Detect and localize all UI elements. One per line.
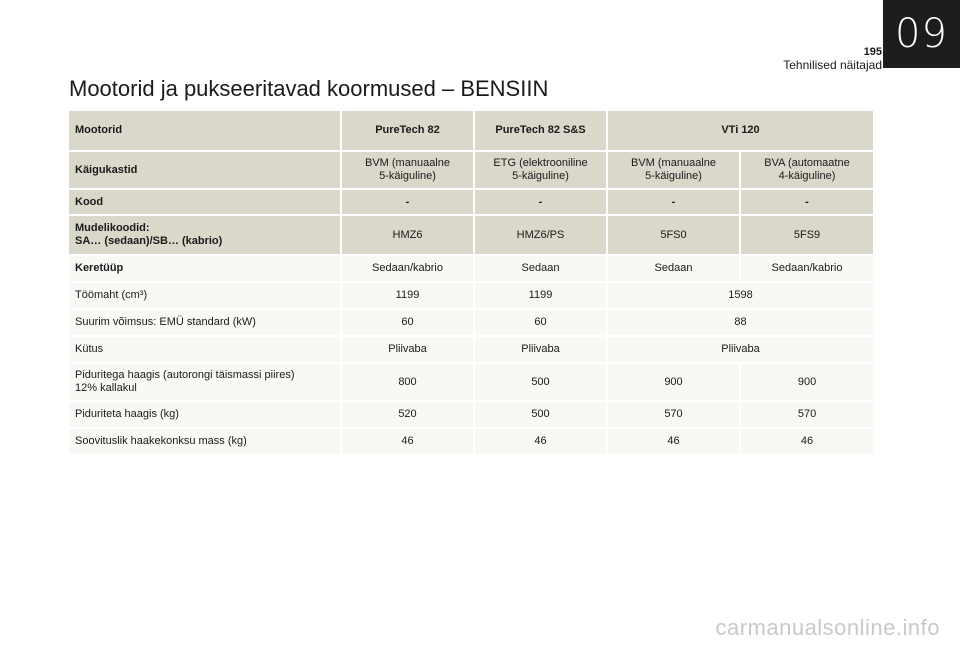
braked-trailer-label (69, 363, 341, 401)
unbraked-trailer-cell: 520 (341, 401, 474, 428)
gearbox-text: 4-käiguline) (778, 170, 836, 182)
gearbox-text: 5-käiguline) (379, 170, 436, 182)
section-title: Tehnilised näitajad (783, 58, 882, 72)
code-cell: - (607, 189, 740, 215)
code-cell: - (341, 189, 474, 215)
model-code-cell: HMZ6/PS (474, 215, 607, 255)
nose-weight-row (69, 428, 873, 455)
watermark: carmanualsonline.info (715, 615, 940, 640)
nose-weight-cell: 46 (607, 428, 740, 455)
gearbox-cell (740, 151, 873, 189)
body-type-label: Keretüüp (69, 255, 341, 282)
power-cell: 60 (474, 309, 607, 336)
displacement-label: Töömaht (cm³) (69, 282, 341, 309)
nose-weight-cell: 46 (474, 428, 607, 455)
unbraked-trailer-cell: 570 (607, 401, 740, 428)
displacement-cell: 1199 (474, 282, 607, 309)
code-cell: - (474, 189, 607, 215)
gearbox-cell (341, 151, 474, 189)
fuel-cell: Pliivaba (474, 336, 607, 363)
body-type-cell: Sedaan (474, 255, 607, 282)
model-code-label-line: Mudelikoodid: (75, 222, 150, 234)
code-cell: - (740, 189, 873, 215)
gearbox-text: 5-käiguline) (645, 170, 702, 182)
fuel-cell: Pliivaba (341, 336, 474, 363)
engine-cell: PureTech 82 S&S (474, 111, 607, 151)
displacement-cell: 1598 (607, 282, 873, 309)
code-row (69, 189, 873, 215)
gearbox-text: BVA (automaatne (764, 157, 850, 169)
body-type-cell: Sedaan/kabrio (341, 255, 474, 282)
gearbox-label: Käigukastid (69, 151, 341, 189)
engine-cell: VTi 120 (607, 111, 873, 151)
braked-trailer-cell: 900 (740, 363, 873, 401)
unbraked-trailer-row (69, 401, 873, 428)
braked-trailer-cell: 900 (607, 363, 740, 401)
fuel-row (69, 336, 873, 363)
model-code-cell: 5FS9 (740, 215, 873, 255)
model-code-label-line: SA… (sedaan)/SB… (kabrio) (75, 235, 223, 247)
gearbox-text: ETG (elektrooniline (493, 157, 588, 169)
page-title: Mootorid ja pukseeritavad koormused – BENSIIN (69, 76, 549, 101)
code-label: Kood (69, 189, 341, 215)
engine-cell: PureTech 82 (341, 111, 474, 151)
braked-trailer-row (69, 363, 873, 401)
gearbox-row (69, 151, 873, 189)
unbraked-trailer-cell: 500 (474, 401, 607, 428)
fuel-label: Kütus (69, 336, 341, 363)
chapter-tab: 09 (883, 0, 960, 68)
gearbox-cell (607, 151, 740, 189)
gearbox-text: BVM (manuaalne (365, 157, 450, 169)
engine-row (69, 111, 873, 151)
power-label: Suurim võimsus: EMÜ standard (kW) (69, 309, 341, 336)
power-cell: 88 (607, 309, 873, 336)
body-type-cell: Sedaan/kabrio (740, 255, 873, 282)
model-code-cell: HMZ6 (341, 215, 474, 255)
engine-label: Mootorid (69, 111, 341, 151)
specs-table (69, 111, 873, 456)
nose-weight-label: Soovituslik haakekonksu mass (kg) (69, 428, 341, 455)
model-code-label (69, 215, 341, 255)
gearbox-text: BVM (manuaalne (631, 157, 716, 169)
fuel-cell: Pliivaba (607, 336, 873, 363)
unbraked-trailer-label: Piduriteta haagis (kg) (69, 401, 341, 428)
gearbox-cell (474, 151, 607, 189)
braked-trailer-label-line: Piduritega haagis (autorongi täismassi piires) (75, 369, 295, 381)
model-code-cell: 5FS0 (607, 215, 740, 255)
braked-trailer-label-line: 12% kallakul (75, 382, 137, 394)
power-row (69, 309, 873, 336)
nose-weight-cell: 46 (740, 428, 873, 455)
model-code-row (69, 215, 873, 255)
body-type-cell: Sedaan (607, 255, 740, 282)
gearbox-text: 5-käiguline) (512, 170, 569, 182)
power-cell: 60 (341, 309, 474, 336)
body-type-row (69, 255, 873, 282)
displacement-cell: 1199 (341, 282, 474, 309)
braked-trailer-cell: 500 (474, 363, 607, 401)
displacement-row (69, 282, 873, 309)
braked-trailer-cell: 800 (341, 363, 474, 401)
unbraked-trailer-cell: 570 (740, 401, 873, 428)
nose-weight-cell: 46 (341, 428, 474, 455)
page-number: 195 (863, 46, 882, 58)
